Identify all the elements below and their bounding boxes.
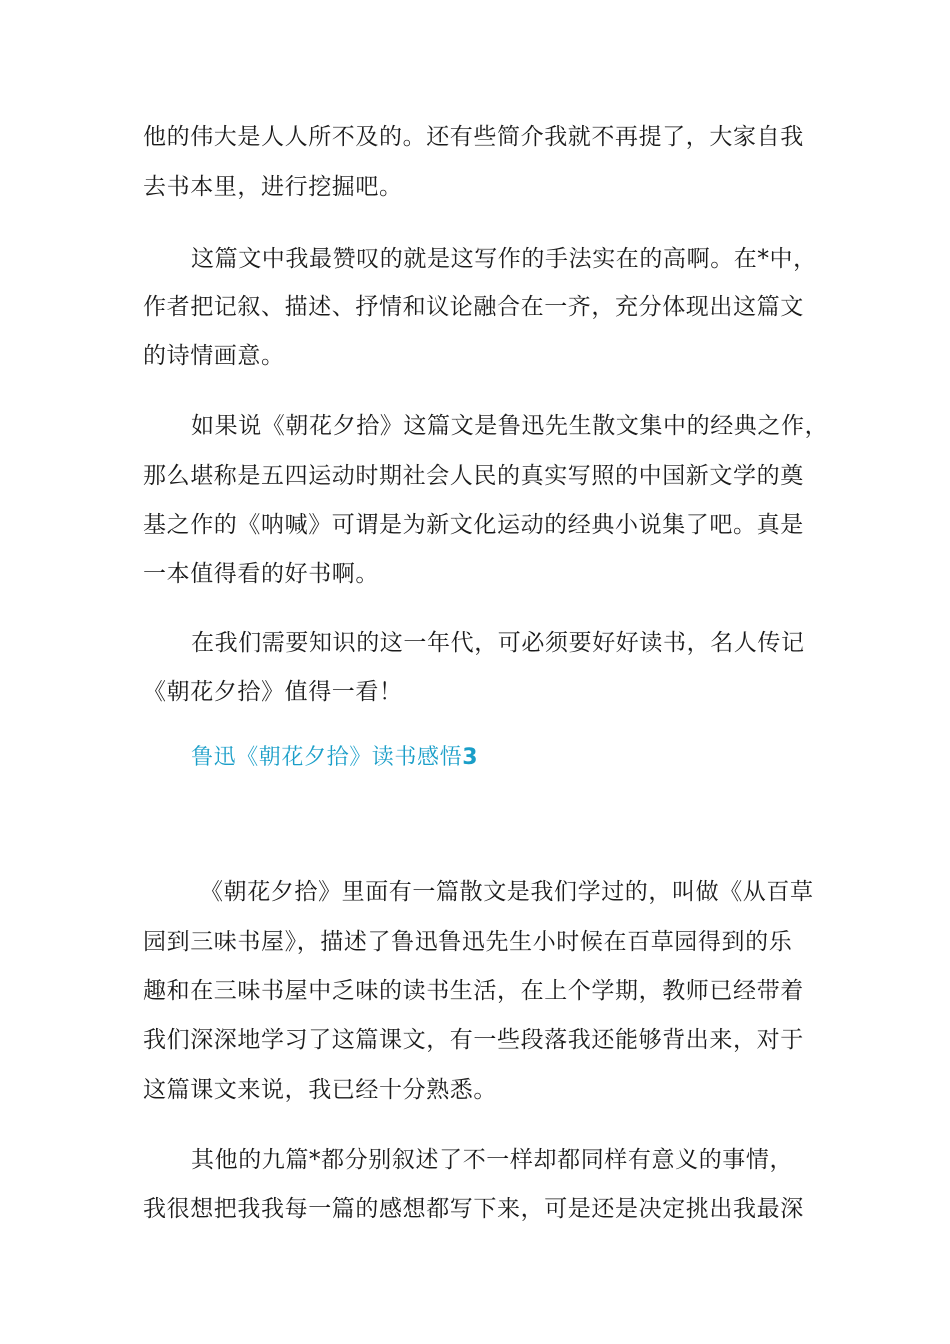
paragraph-5-line-2: 园到三味书屋》，描述了鲁迅鲁迅先生小时候在百草园得到的乐 [143, 929, 793, 955]
paragraph-2-line-3: 的诗情画意。 [143, 343, 285, 369]
paragraph-4-line-1: 在我们需要知识的这一年代，可必须要好好读书，名人传记 [191, 630, 805, 656]
paragraph-5-line-1: 《朝花夕拾》里面有一篇散文是我们学过的，叫做《从百草 [200, 879, 814, 905]
paragraph-3-line-2: 那么堪称是五四运动时期社会人民的真实写照的中国新文学的奠 [143, 463, 804, 489]
section-heading-number: 3 [462, 745, 479, 770]
paragraph-3-line-1: 如果说《朝花夕拾》这篇文是鲁迅先生散文集中的经典之作， [191, 413, 829, 439]
paragraph-5-line-4: 我们深深地学习了这篇课文，有一些段落我还能够背出来，对于 [143, 1027, 804, 1053]
paragraph-3-line-3: 基之作的《呐喊》可谓是为新文化运动的经典小说集了吧。真是 [143, 512, 804, 538]
paragraph-6-line-1: 其他的九篇*都分别叙述了不一样却都同样有意义的事情， [191, 1147, 794, 1173]
paragraph-5-line-3: 趣和在三味书屋中乏味的读书生活，在上个学期，教师已经带着 [143, 978, 804, 1004]
paragraph-1-line-1: 他的伟大是人人所不及的。还有些简介我就不再提了，大家自我 [143, 124, 804, 150]
paragraph-3-line-4: 一本值得看的好书啊。 [143, 561, 379, 587]
paragraph-5-line-5: 这篇课文来说，我已经十分熟悉。 [143, 1077, 497, 1103]
paragraph-1-line-2: 去书本里，进行挖掘吧。 [143, 174, 403, 200]
paragraph-2-line-2: 作者把记叙、描述、抒情和议论融合在一齐，充分体现出这篇文 [143, 294, 804, 320]
section-heading [191, 743, 478, 773]
paragraph-4-line-2: 《朝花夕拾》值得一看！ [143, 679, 403, 705]
paragraph-2-line-1: 这篇文中我最赞叹的就是这写作的手法实在的高啊。在*中， [191, 246, 817, 272]
section-heading-text: 鲁迅《朝花夕拾》读书感悟 [191, 745, 463, 770]
paragraph-6-line-2: 我很想把我我每一篇的感想都写下来，可是还是决定挑出我最深 [143, 1196, 804, 1222]
